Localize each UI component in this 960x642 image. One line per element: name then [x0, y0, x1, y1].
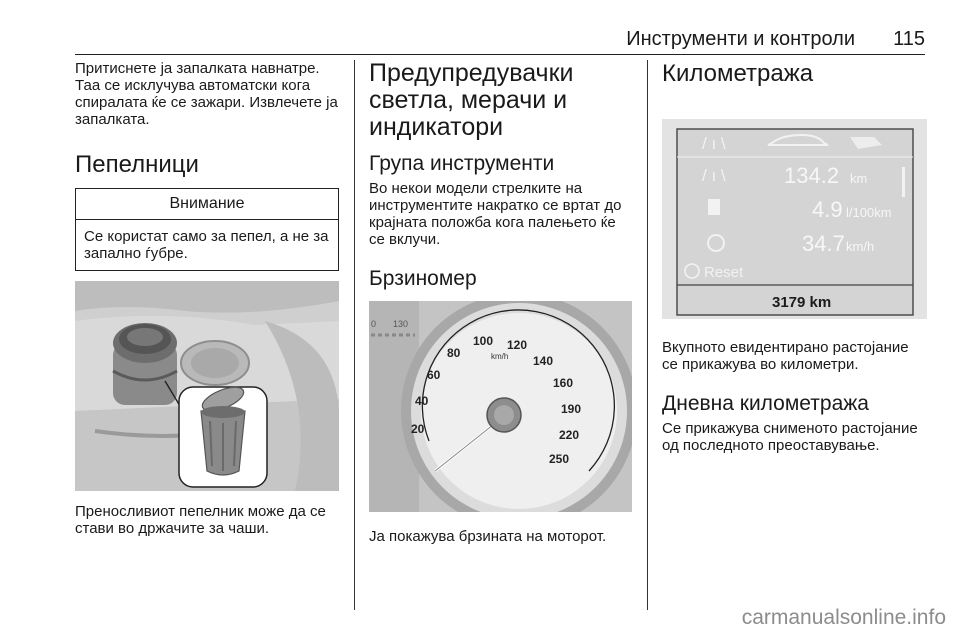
column-divider-left — [354, 60, 355, 610]
column-middle — [369, 60, 632, 545]
small-gauge-left-label: 0 — [371, 319, 377, 329]
page-number: 115 — [893, 28, 925, 50]
trip-distance-value: 134.2 — [784, 163, 840, 188]
average-speed-unit: km/h — [846, 239, 875, 254]
chapter-title: Инструменти и контроли — [626, 28, 855, 50]
tick-20: 20 — [411, 422, 425, 436]
column-divider-right — [647, 60, 648, 610]
tick-80: 80 — [447, 346, 461, 360]
tick-140: 140 — [533, 354, 554, 368]
tick-220: 220 — [559, 428, 580, 442]
caution-title: Внимание — [76, 189, 338, 220]
fuel-consumption-value: 4.9 — [812, 197, 843, 222]
caution-text: Се користат само за пепел, а не за запално ѓубре. — [84, 228, 329, 262]
tick-60: 60 — [427, 368, 441, 382]
watermark: carmanualsonline.info — [741, 606, 946, 629]
column-left — [75, 60, 339, 537]
speedometer-caption: Ја покажува брзината на моторот. — [369, 528, 607, 545]
page-header — [75, 20, 925, 55]
reset-label: Reset — [704, 264, 744, 281]
fuel-pump-icon — [708, 199, 720, 215]
trip-distance-unit: km — [850, 171, 868, 186]
odometer-heading: Километража — [662, 60, 814, 87]
tick-40: 40 — [415, 394, 429, 408]
odometer-total: 3179 km — [772, 294, 832, 311]
small-gauge-right-label: 130 — [393, 319, 409, 329]
ashtray-illustration — [75, 281, 339, 491]
tick-120: 120 — [507, 338, 528, 352]
speedometer-heading: Брзиномер — [369, 267, 477, 290]
odometer-display-illustration — [662, 119, 927, 319]
tick-100: 100 — [473, 334, 494, 348]
ashtray-caption: Преносливиот пепелник може да се стави во држачите за чаши. — [75, 503, 326, 537]
fuel-consumption-unit: l/100km — [846, 205, 892, 220]
speedometer-illustration — [369, 301, 632, 512]
ashtrays-heading: Пепелници — [75, 151, 199, 178]
odometer-text: Вкупното евидентирано растојание се прикажува во километри. — [662, 339, 909, 373]
column-right — [662, 60, 927, 454]
speedometer-unit: km/h — [491, 352, 509, 361]
caution-box — [75, 188, 339, 271]
trip-odometer-heading: Дневна километража — [662, 392, 869, 415]
warning-lights-heading: Предупредувачки светла, мерачи и индикатори — [369, 59, 574, 141]
instrument-cluster-heading: Група инструменти — [369, 152, 555, 175]
intro-paragraph: Притиснете ја запалката навнатре. Таа се исклучува автоматски кога спиралата ќе се зажари. Извлечете ја запалката. — [75, 60, 338, 128]
average-speed-value: 34.7 — [802, 231, 845, 256]
svg-text:/ ı \: / ı \ — [702, 166, 726, 185]
trip-odometer-text: Се прикажува снименото растојание од последното преоставување. — [662, 420, 918, 454]
instrument-cluster-text: Во некои модели стрелките на инструментите накратко се вртат до крајната положба кога палењето ќе се вклучи. — [369, 180, 622, 248]
tick-190: 190 — [561, 402, 582, 416]
svg-text:/ ı \: / ı \ — [702, 134, 726, 153]
tick-250: 250 — [549, 452, 570, 466]
tick-160: 160 — [553, 376, 574, 390]
